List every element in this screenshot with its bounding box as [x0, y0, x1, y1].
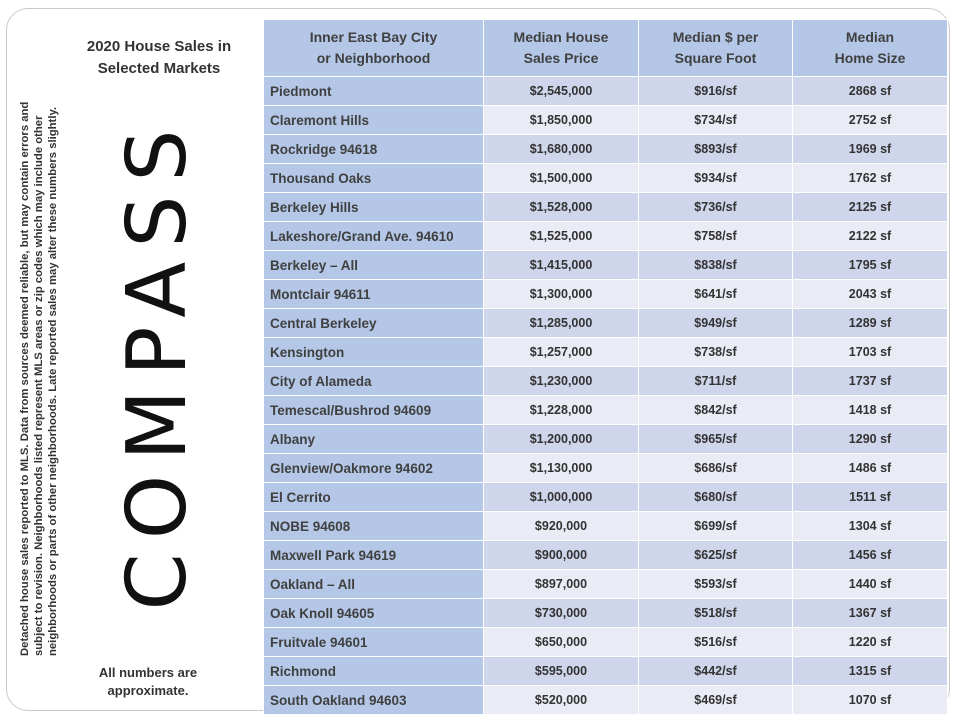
price-per-sqft-cell: $442/sf: [639, 657, 793, 686]
neighborhood-cell: Oakland – All: [264, 570, 484, 599]
table-row: [264, 657, 948, 686]
price-per-sqft-cell: $934/sf: [639, 164, 793, 193]
sales-price-cell: $730,000: [484, 599, 639, 628]
neighborhood-cell: Thousand Oaks: [264, 164, 484, 193]
table-row: [264, 512, 948, 541]
disclaimer-text: Detached house sales reported to MLS. Data from sources deemed reliable, but may contain errors and subject to revision. Neighborhoods listed represent MLS areas or zip codes which may include other neighborhoods or parts of other neighborhoods. Late reported sales may alter these numbers slightly.: [19, 101, 59, 656]
table-row: [264, 628, 948, 657]
table-row: [264, 338, 948, 367]
table-row: [264, 367, 948, 396]
neighborhood-cell: Central Berkeley: [264, 309, 484, 338]
header-line: or Neighborhood: [316, 50, 431, 66]
sales-price-cell: $1,300,000: [484, 280, 639, 309]
sales-price-cell: $1,680,000: [484, 135, 639, 164]
header-home-size: [793, 20, 948, 77]
table-row: [264, 396, 948, 425]
header-line: Sales Price: [523, 50, 599, 66]
home-size-cell: 1969 sf: [793, 135, 948, 164]
home-size-cell: 1304 sf: [793, 512, 948, 541]
sales-price-cell: $897,000: [484, 570, 639, 599]
home-size-cell: 1220 sf: [793, 628, 948, 657]
home-size-cell: 1290 sf: [793, 425, 948, 454]
sales-price-cell: $595,000: [484, 657, 639, 686]
home-size-cell: 2868 sf: [793, 77, 948, 106]
sales-price-cell: $650,000: [484, 628, 639, 657]
table-row: [264, 193, 948, 222]
table-row: [264, 425, 948, 454]
neighborhood-cell: Berkeley – All: [264, 251, 484, 280]
neighborhood-cell: South Oakland 94603: [264, 686, 484, 715]
home-size-cell: 1418 sf: [793, 396, 948, 425]
price-per-sqft-cell: $949/sf: [639, 309, 793, 338]
home-size-cell: 2752 sf: [793, 106, 948, 135]
price-per-sqft-cell: $641/sf: [639, 280, 793, 309]
price-per-sqft-cell: $686/sf: [639, 454, 793, 483]
footnote-line-1: All numbers are: [98, 665, 198, 680]
price-per-sqft-cell: $965/sf: [639, 425, 793, 454]
sales-price-cell: $1,500,000: [484, 164, 639, 193]
neighborhood-cell: Rockridge 94618: [264, 135, 484, 164]
neighborhood-cell: Richmond: [264, 657, 484, 686]
table-row: [264, 686, 948, 715]
home-size-cell: 2043 sf: [793, 280, 948, 309]
home-size-cell: 2122 sf: [793, 222, 948, 251]
neighborhood-cell: Montclair 94611: [264, 280, 484, 309]
neighborhood-cell: NOBE 94608: [264, 512, 484, 541]
price-per-sqft-cell: $893/sf: [639, 135, 793, 164]
neighborhood-cell: Piedmont: [264, 77, 484, 106]
price-per-sqft-cell: $518/sf: [639, 599, 793, 628]
neighborhood-cell: City of Alameda: [264, 367, 484, 396]
home-size-cell: 1737 sf: [793, 367, 948, 396]
sales-price-cell: $1,000,000: [484, 483, 639, 512]
price-per-sqft-cell: $842/sf: [639, 396, 793, 425]
sales-price-cell: $1,130,000: [484, 454, 639, 483]
page-title: [78, 36, 240, 80]
header-sales-price: [484, 20, 639, 77]
price-per-sqft-cell: $469/sf: [639, 686, 793, 715]
home-size-cell: 1486 sf: [793, 454, 948, 483]
price-per-sqft-cell: $758/sf: [639, 222, 793, 251]
home-size-cell: 1440 sf: [793, 570, 948, 599]
neighborhood-cell: Oak Knoll 94605: [264, 599, 484, 628]
table-row: [264, 77, 948, 106]
sales-price-cell: $2,545,000: [484, 77, 639, 106]
home-size-cell: 1511 sf: [793, 483, 948, 512]
sales-table: [263, 19, 948, 715]
sales-price-cell: $920,000: [484, 512, 639, 541]
price-per-sqft-cell: $699/sf: [639, 512, 793, 541]
header-line: Square Foot: [674, 50, 757, 66]
home-size-cell: 1795 sf: [793, 251, 948, 280]
sales-price-cell: $1,285,000: [484, 309, 639, 338]
price-per-sqft-cell: $711/sf: [639, 367, 793, 396]
header-neighborhood: [264, 20, 484, 77]
table-row: [264, 164, 948, 193]
title-line-1: 2020 House Sales in: [86, 38, 232, 55]
neighborhood-cell: Kensington: [264, 338, 484, 367]
sales-price-cell: $1,528,000: [484, 193, 639, 222]
header-line: Median House: [513, 29, 609, 45]
sales-price-cell: $520,000: [484, 686, 639, 715]
neighborhood-cell: Temescal/Bushrod 94609: [264, 396, 484, 425]
home-size-cell: 1315 sf: [793, 657, 948, 686]
compass-logo: COMPASS: [110, 115, 205, 611]
neighborhood-cell: Berkeley Hills: [264, 193, 484, 222]
table-row: [264, 106, 948, 135]
price-per-sqft-cell: $734/sf: [639, 106, 793, 135]
price-per-sqft-cell: $516/sf: [639, 628, 793, 657]
table-row: [264, 541, 948, 570]
sales-price-cell: $1,850,000: [484, 106, 639, 135]
sales-price-cell: $1,230,000: [484, 367, 639, 396]
price-per-sqft-cell: $838/sf: [639, 251, 793, 280]
header-price-per-sqft: [639, 20, 793, 77]
table-row: [264, 599, 948, 628]
sales-price-cell: $1,228,000: [484, 396, 639, 425]
table-row: [264, 222, 948, 251]
table-body: [264, 77, 948, 715]
table-row: [264, 309, 948, 338]
header-line: Median: [845, 29, 895, 45]
neighborhood-cell: Albany: [264, 425, 484, 454]
sales-price-cell: $1,200,000: [484, 425, 639, 454]
footnote: [78, 664, 218, 700]
neighborhood-cell: Fruitvale 94601: [264, 628, 484, 657]
header-line: Median $ per: [672, 29, 759, 45]
table-row: [264, 280, 948, 309]
table-row: [264, 251, 948, 280]
sales-price-cell: $1,525,000: [484, 222, 639, 251]
price-per-sqft-cell: $736/sf: [639, 193, 793, 222]
footnote-line-2: approximate.: [107, 683, 189, 698]
table-row: [264, 483, 948, 512]
home-size-cell: 1456 sf: [793, 541, 948, 570]
title-line-2: Selected Markets: [97, 60, 221, 77]
home-size-cell: 1703 sf: [793, 338, 948, 367]
price-per-sqft-cell: $680/sf: [639, 483, 793, 512]
neighborhood-cell: Maxwell Park 94619: [264, 541, 484, 570]
header-line: Home Size: [834, 50, 906, 66]
table-row: [264, 135, 948, 164]
price-per-sqft-cell: $625/sf: [639, 541, 793, 570]
home-size-cell: 1070 sf: [793, 686, 948, 715]
sales-price-cell: $1,257,000: [484, 338, 639, 367]
table-header-row: [264, 20, 948, 77]
neighborhood-cell: Lakeshore/Grand Ave. 94610: [264, 222, 484, 251]
neighborhood-cell: Claremont Hills: [264, 106, 484, 135]
price-per-sqft-cell: $916/sf: [639, 77, 793, 106]
sales-price-cell: $1,415,000: [484, 251, 639, 280]
table-row: [264, 570, 948, 599]
table-row: [264, 454, 948, 483]
neighborhood-cell: Glenview/Oakmore 94602: [264, 454, 484, 483]
header-line: Inner East Bay City: [309, 29, 438, 45]
sales-price-cell: $900,000: [484, 541, 639, 570]
home-size-cell: 1289 sf: [793, 309, 948, 338]
neighborhood-cell: El Cerrito: [264, 483, 484, 512]
home-size-cell: 2125 sf: [793, 193, 948, 222]
home-size-cell: 1762 sf: [793, 164, 948, 193]
price-per-sqft-cell: $593/sf: [639, 570, 793, 599]
home-size-cell: 1367 sf: [793, 599, 948, 628]
price-per-sqft-cell: $738/sf: [639, 338, 793, 367]
